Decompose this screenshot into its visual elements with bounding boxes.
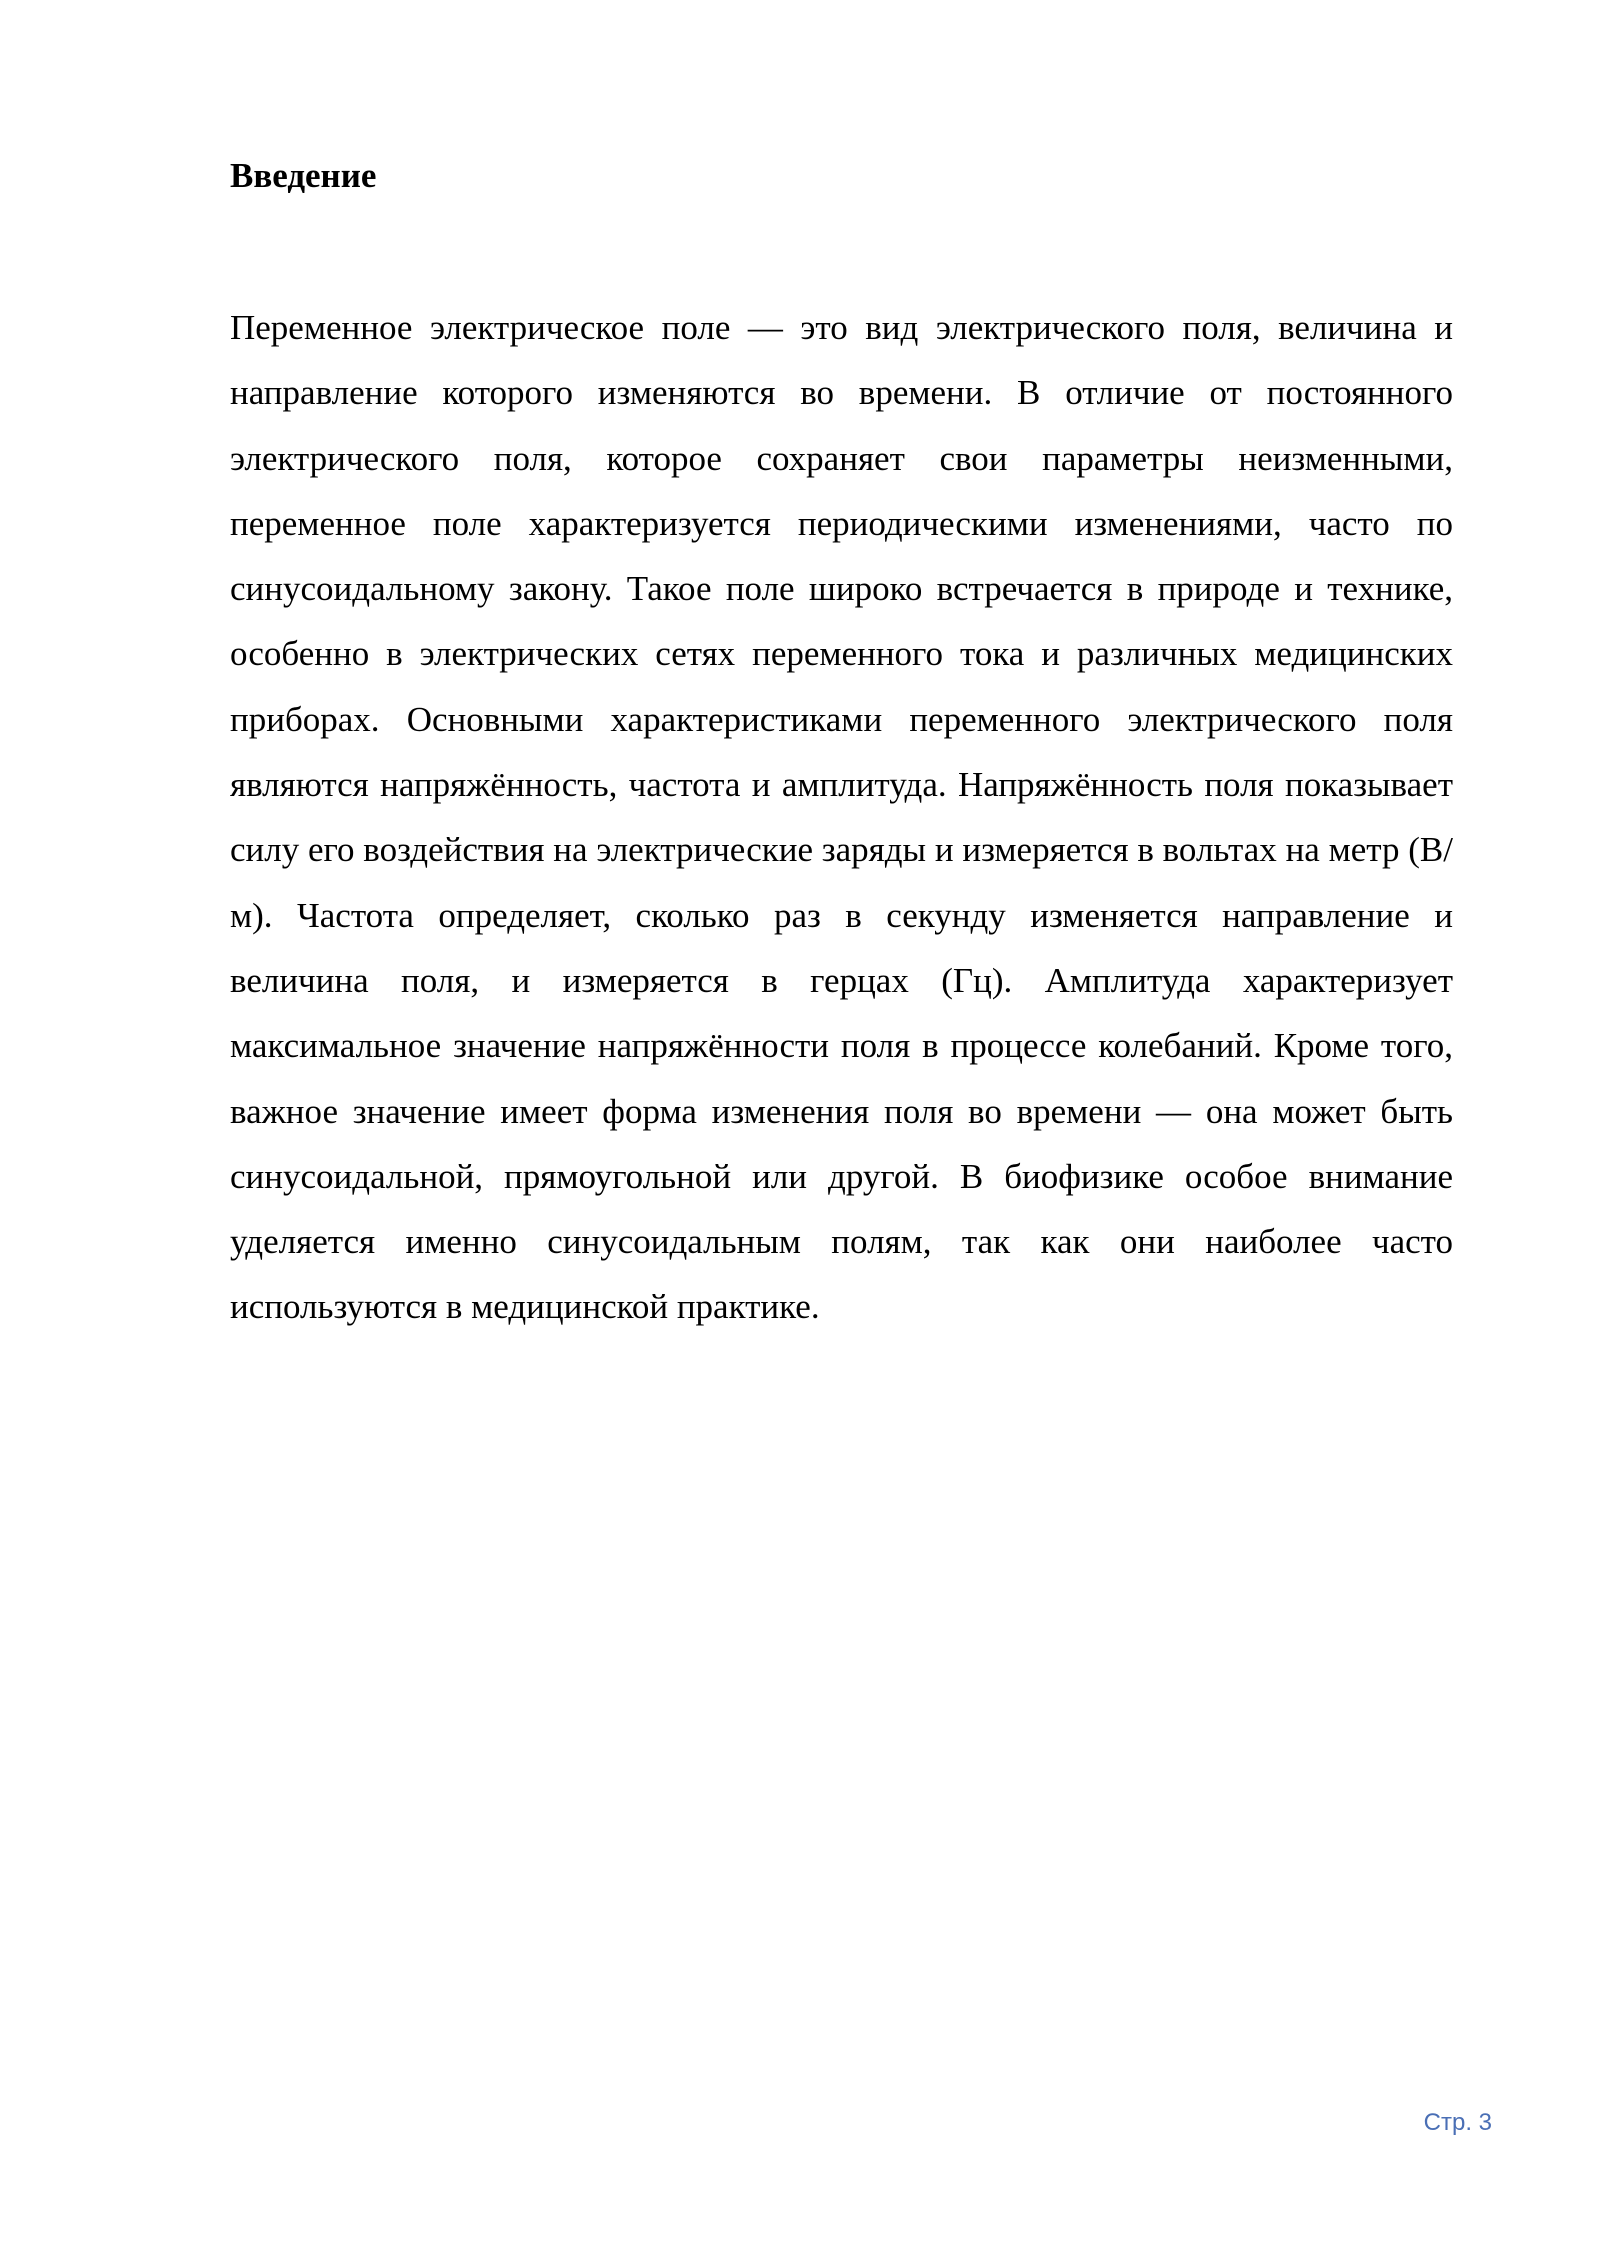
body-paragraph: Переменное электрическое поле — это вид электрического поля, величина и направление которого изменяются во времени. В отличие от постоянного электрического поля, которое сохраняет свои параметры неизменными, переменное поле характеризуется периодическими изменениями, часто по синусоидальному закону. Такое поле широко встречается в природе и технике, особенно в электрических сетях переменного тока и различных медицинских приборах. Основными характеристиками переменного электрического поля являются напряжённость, частота и амплитуда. Напряжённость поля показывает силу его воздействия на электрические заряды и измеряется в вольтах на метр (В/м). Частота определяет, сколько раз в секунду изменяется направление и величина поля, и измеряется в герцах (Гц). Амплитуда характеризует максимальное значение напряжённости поля в процессе колебаний. Кроме того, важное значение имеет форма изменения поля во времени — она может быть синусоидальной, прямоугольной или другой. В биофизике особое внимание уделяется именно синусоидальным полям, так как они наиболее часто используются в медицинской практике. xyxy=(230,308,1453,1327)
section-heading: Введение xyxy=(230,156,377,195)
page-number: Стр. 3 xyxy=(1423,2109,1492,2136)
